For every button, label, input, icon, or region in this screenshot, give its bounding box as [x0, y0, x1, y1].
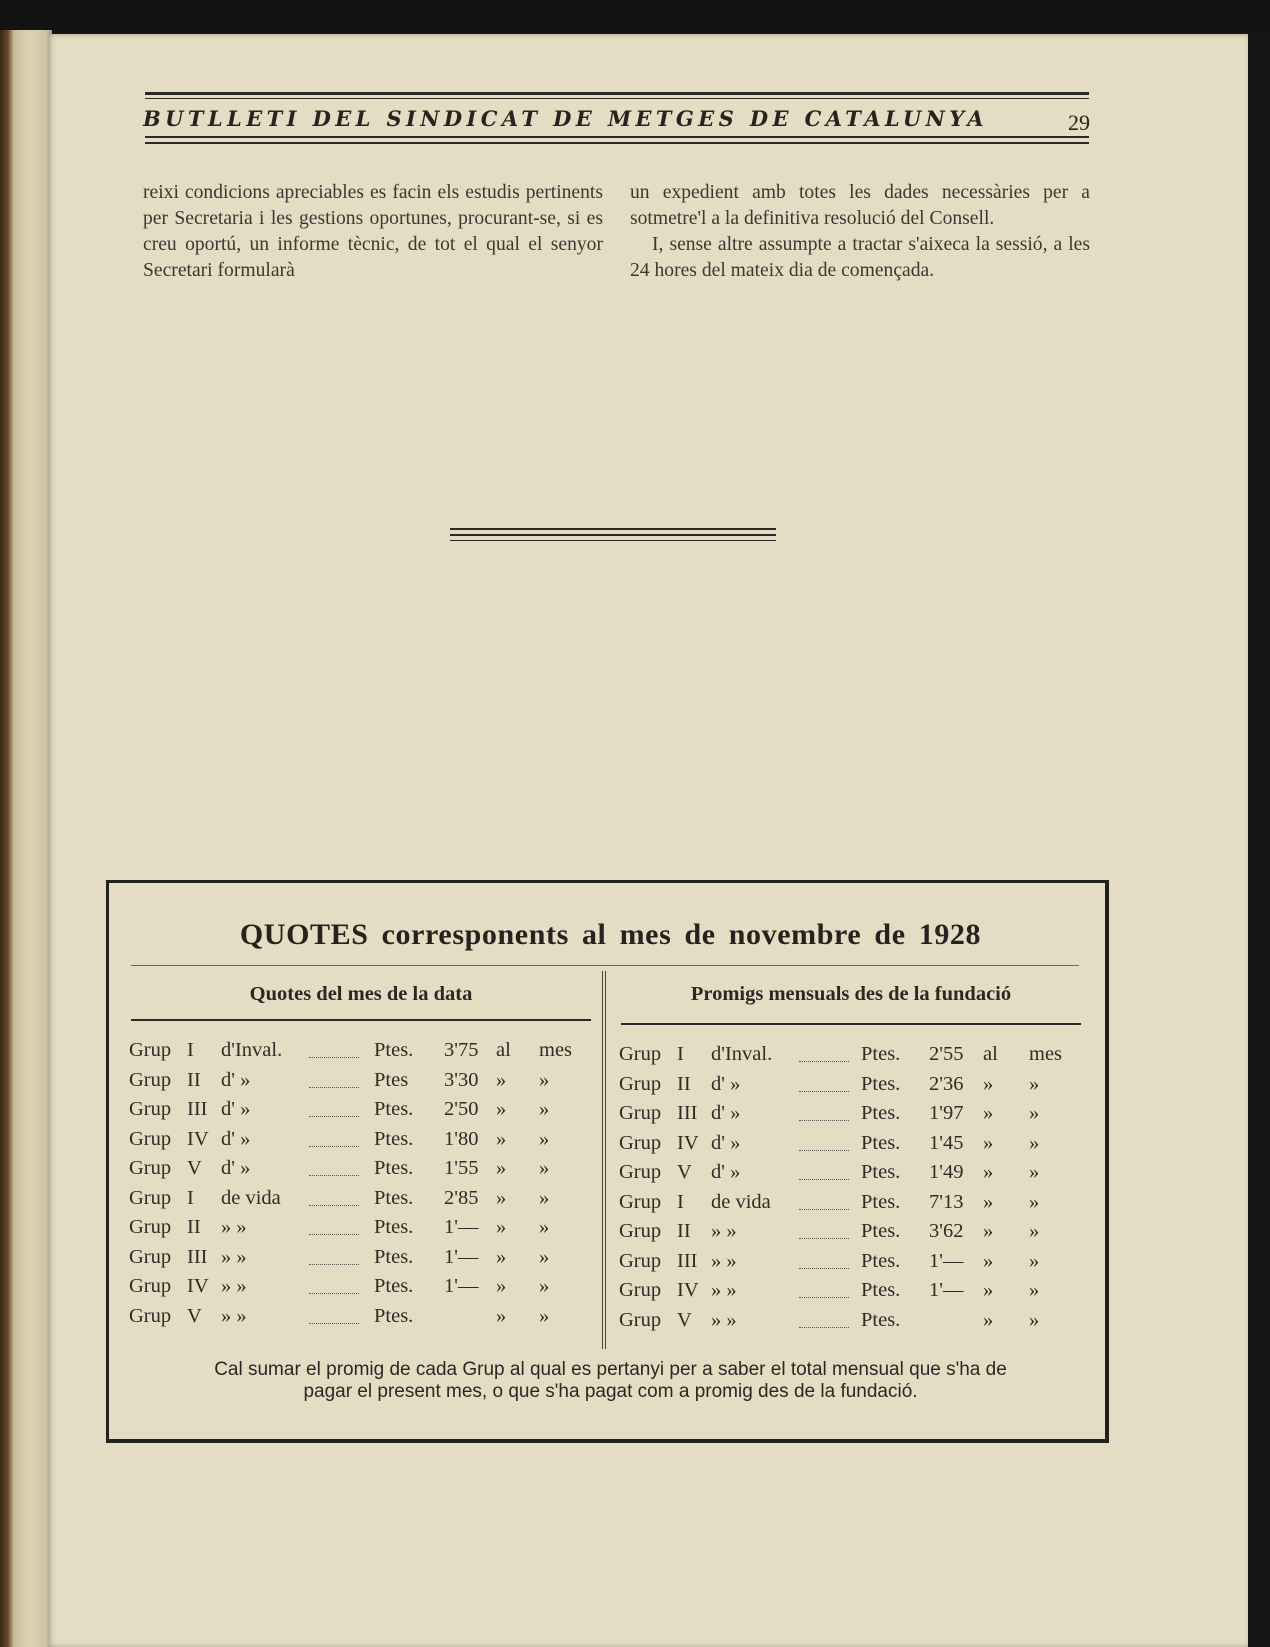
grup-number: II — [187, 1068, 201, 1091]
currency-label: Ptes. — [861, 1190, 901, 1213]
leader-dots — [309, 1234, 359, 1235]
amount-value: 2'36 — [929, 1072, 964, 1095]
box-rule — [131, 965, 1079, 966]
grup-type: d' » — [711, 1072, 741, 1095]
unit-label: » — [983, 1072, 994, 1095]
table-row — [619, 1102, 1079, 1132]
grup-number: III — [187, 1245, 208, 1268]
amount-value: 3'75 — [444, 1039, 479, 1061]
grup-label: Grup — [619, 1131, 662, 1154]
grup-number: II — [677, 1072, 691, 1095]
grup-number: I — [187, 1039, 194, 1061]
grup-label: Grup — [619, 1279, 662, 1301]
table-row — [619, 1220, 1079, 1250]
leader-dots — [309, 1293, 359, 1294]
grup-number: V — [187, 1304, 202, 1327]
amount-value: 3'30 — [444, 1068, 479, 1091]
header-rule — [145, 92, 1089, 95]
unit-label: » — [539, 1098, 550, 1120]
currency-label: Ptes. — [861, 1043, 901, 1065]
grup-label: Grup — [129, 1186, 172, 1209]
book-binding — [0, 30, 52, 1647]
leader-dots — [799, 1091, 849, 1092]
quotes-title: QUOTES corresponents al mes de novembre de 1928 — [239, 918, 982, 951]
grup-label: Grup — [619, 1249, 662, 1272]
leader-dots — [799, 1209, 849, 1210]
unit-label: » — [1029, 1220, 1040, 1242]
grup-type: » » — [711, 1279, 737, 1301]
header-rule — [145, 98, 1089, 99]
amount-value: 1'55 — [444, 1157, 479, 1179]
section-separator — [450, 540, 776, 541]
header-rule — [145, 142, 1089, 144]
grup-label: Grup — [619, 1102, 662, 1124]
currency-label: Ptes. — [374, 1186, 414, 1209]
leader-dots — [799, 1238, 849, 1239]
grup-type: d' » — [711, 1102, 741, 1124]
amount-value: 1'— — [929, 1249, 964, 1272]
amount-value: 7'13 — [929, 1190, 964, 1213]
leader-dots — [309, 1087, 359, 1088]
unit-label: mes — [1029, 1043, 1063, 1065]
leader-dots — [309, 1057, 359, 1058]
grup-type: » » — [221, 1275, 247, 1297]
leader-dots — [309, 1323, 359, 1324]
grup-number: IV — [677, 1131, 699, 1154]
grup-type: d' » — [221, 1098, 251, 1120]
table-row — [619, 1161, 1079, 1191]
leader-dots — [799, 1061, 849, 1062]
column-divider — [602, 971, 606, 1349]
grup-label: Grup — [129, 1098, 172, 1120]
table-row — [129, 1187, 589, 1217]
unit-label: » — [496, 1216, 507, 1238]
unit-label: » — [539, 1186, 550, 1209]
heading-rule — [131, 1019, 591, 1021]
currency-label: Ptes. — [861, 1072, 901, 1095]
amount-value: 2'85 — [444, 1186, 479, 1209]
grup-type: d' » — [221, 1068, 251, 1091]
unit-label: » — [539, 1245, 550, 1268]
unit-label: » — [496, 1304, 507, 1327]
unit-label: » — [983, 1161, 994, 1183]
leader-dots — [309, 1175, 359, 1176]
unit-label: » — [496, 1275, 507, 1297]
currency-label: Ptes. — [374, 1275, 414, 1297]
table-row — [129, 1305, 589, 1335]
grup-label: Grup — [129, 1304, 172, 1327]
grup-number: I — [677, 1043, 684, 1065]
currency-label: Ptes. — [374, 1304, 414, 1327]
amount-value: 1'— — [929, 1279, 964, 1301]
grup-label: Grup — [619, 1072, 662, 1095]
paragraph: I, sense altre assumpte a tractar s'aixeca la sessió, a les 24 hores del mateix dia de començada. — [630, 234, 1090, 281]
amount-value: 1'49 — [929, 1161, 964, 1183]
table-row — [619, 1191, 1079, 1221]
leader-dots — [799, 1179, 849, 1180]
quotes-table-right — [619, 1043, 1079, 1338]
grup-number: II — [677, 1220, 691, 1242]
table-row — [129, 1157, 589, 1187]
leader-dots — [799, 1297, 849, 1298]
grup-label: Grup — [129, 1157, 172, 1179]
currency-label: Ptes. — [861, 1308, 901, 1331]
grup-label: Grup — [619, 1161, 662, 1183]
grup-number: III — [677, 1102, 698, 1124]
amount-value: 1'80 — [444, 1127, 479, 1150]
table-row — [619, 1132, 1079, 1162]
grup-label: Grup — [129, 1127, 172, 1150]
right-table-heading: Promigs mensuals des de la fundació — [690, 983, 1012, 1005]
unit-label: » — [539, 1068, 550, 1091]
currency-label: Ptes. — [861, 1249, 901, 1272]
grup-label: Grup — [619, 1043, 662, 1065]
paragraph: reixi condicions apreciables es facin els estudis pertinents per Secretaria i les gestions oportunes, procurant-se, si es creu oportú, un informe tècnic, de tot el qual el senyor Secretari formularà — [143, 182, 603, 281]
unit-label: » — [539, 1157, 550, 1179]
grup-type: d' » — [711, 1131, 741, 1154]
currency-label: Ptes. — [861, 1279, 901, 1301]
grup-label: Grup — [129, 1068, 172, 1091]
grup-label: Grup — [619, 1220, 662, 1242]
table-row — [619, 1309, 1079, 1339]
amount-value: 2'55 — [929, 1043, 964, 1065]
header-rule — [145, 136, 1089, 138]
grup-type: de vida — [221, 1186, 281, 1209]
unit-label: » — [496, 1186, 507, 1209]
currency-label: Ptes. — [861, 1220, 901, 1242]
unit-label: » — [983, 1249, 994, 1272]
grup-number: III — [677, 1249, 698, 1272]
grup-type: d' » — [221, 1127, 251, 1150]
unit-label: » — [539, 1304, 550, 1327]
grup-label: Grup — [619, 1190, 662, 1213]
grup-number: IV — [187, 1275, 209, 1297]
leader-dots — [309, 1264, 359, 1265]
unit-label: » — [1029, 1279, 1040, 1301]
left-table-heading: Quotes del mes de la data — [249, 983, 473, 1005]
grup-label: Grup — [619, 1308, 662, 1331]
unit-label: » — [496, 1127, 507, 1150]
unit-label: » — [496, 1098, 507, 1120]
section-separator — [450, 528, 776, 530]
leader-dots — [799, 1268, 849, 1269]
grup-number: IV — [677, 1279, 699, 1301]
quotes-note — [119, 1359, 1102, 1403]
quotes-box — [106, 880, 1109, 1443]
currency-label: Ptes — [374, 1068, 409, 1091]
amount-value: 1'— — [444, 1216, 479, 1238]
grup-type: d' » — [221, 1157, 251, 1179]
unit-label: » — [496, 1157, 507, 1179]
unit-label: » — [539, 1127, 550, 1150]
quotes-table-left — [129, 1039, 589, 1334]
unit-label: » — [1029, 1072, 1040, 1095]
leader-dots — [799, 1150, 849, 1151]
table-row — [619, 1279, 1079, 1309]
grup-type: d' » — [711, 1161, 741, 1183]
table-row — [619, 1043, 1079, 1073]
leader-dots — [309, 1116, 359, 1117]
unit-label: » — [983, 1190, 994, 1213]
leader-dots — [309, 1146, 359, 1147]
grup-type: » » — [221, 1304, 247, 1327]
amount-value: 1'— — [444, 1275, 479, 1297]
unit-label: » — [1029, 1190, 1040, 1213]
unit-label: » — [983, 1308, 994, 1331]
unit-label: » — [1029, 1308, 1040, 1331]
unit-label: » — [1029, 1249, 1040, 1272]
unit-label: » — [1029, 1161, 1040, 1183]
currency-label: Ptes. — [861, 1161, 901, 1183]
note-line: Cal sumar el promig de cada Grup al qual es pertanyi per a saber el total mensual que s'ha de — [214, 1359, 1007, 1380]
currency-label: Ptes. — [374, 1039, 414, 1061]
unit-label: » — [539, 1275, 550, 1297]
currency-label: Ptes. — [374, 1245, 414, 1268]
leader-dots — [799, 1327, 849, 1328]
grup-number: V — [187, 1157, 202, 1179]
section-separator — [450, 534, 776, 536]
unit-label: » — [1029, 1102, 1040, 1124]
grup-type: » » — [221, 1216, 247, 1238]
grup-number: IV — [187, 1127, 209, 1150]
scan-background — [0, 0, 1270, 30]
grup-label: Grup — [129, 1245, 172, 1268]
grup-type: de vida — [711, 1190, 771, 1213]
unit-label: » — [983, 1131, 994, 1154]
header-title: BUTLLETI DEL SINDICAT DE METGES DE CATALUNYA — [143, 106, 988, 131]
heading-rule — [621, 1023, 1081, 1025]
unit-label: » — [539, 1216, 550, 1238]
grup-type: d'Inval. — [711, 1043, 773, 1065]
grup-number: II — [187, 1216, 201, 1238]
unit-label: » — [983, 1279, 994, 1301]
body-column-left — [143, 180, 603, 284]
unit-label: » — [496, 1068, 507, 1091]
grup-number: III — [187, 1098, 208, 1120]
currency-label: Ptes. — [374, 1127, 414, 1150]
unit-label: al — [983, 1043, 998, 1065]
amount-value: 1'45 — [929, 1131, 964, 1154]
table-row — [129, 1275, 589, 1305]
grup-type: » » — [711, 1308, 737, 1331]
grup-label: Grup — [129, 1039, 172, 1061]
amount-value: 2'50 — [444, 1098, 479, 1120]
amount-value: 3'62 — [929, 1220, 964, 1242]
grup-number: V — [677, 1308, 692, 1331]
grup-label: Grup — [129, 1275, 172, 1297]
table-row — [129, 1216, 589, 1246]
table-row — [619, 1073, 1079, 1103]
table-row — [129, 1246, 589, 1276]
table-row — [129, 1069, 589, 1099]
grup-type: d'Inval. — [221, 1039, 283, 1061]
unit-label: » — [983, 1102, 994, 1124]
grup-type: » » — [711, 1220, 737, 1242]
currency-label: Ptes. — [374, 1098, 414, 1120]
body-column-right — [630, 180, 1090, 284]
leader-dots — [799, 1120, 849, 1121]
grup-number: I — [677, 1190, 684, 1213]
currency-label: Ptes. — [374, 1216, 414, 1238]
unit-label: al — [496, 1039, 511, 1061]
currency-label: Ptes. — [374, 1157, 414, 1179]
unit-label: » — [983, 1220, 994, 1242]
amount-value: 1'— — [444, 1245, 479, 1268]
table-row — [619, 1250, 1079, 1280]
grup-label: Grup — [129, 1216, 172, 1238]
currency-label: Ptes. — [861, 1102, 901, 1124]
grup-type: » » — [711, 1249, 737, 1272]
unit-label: mes — [539, 1039, 573, 1061]
page-number: 29 — [1068, 110, 1090, 135]
unit-label: » — [1029, 1131, 1040, 1154]
note-line: pagar el present mes, o que s'ha pagat com a promig des de la fundació. — [303, 1381, 918, 1402]
table-row — [129, 1098, 589, 1128]
paragraph: un expedient amb totes les dades necessàries per a sotmetre'l a la definitiva resolució del Consell. — [630, 182, 1090, 229]
grup-type: » » — [221, 1245, 247, 1268]
grup-number: V — [677, 1161, 692, 1183]
table-row — [129, 1128, 589, 1158]
grup-number: I — [187, 1186, 194, 1209]
unit-label: » — [496, 1245, 507, 1268]
leader-dots — [309, 1205, 359, 1206]
amount-value: 1'97 — [929, 1102, 964, 1124]
table-row — [129, 1039, 589, 1069]
currency-label: Ptes. — [861, 1131, 901, 1154]
